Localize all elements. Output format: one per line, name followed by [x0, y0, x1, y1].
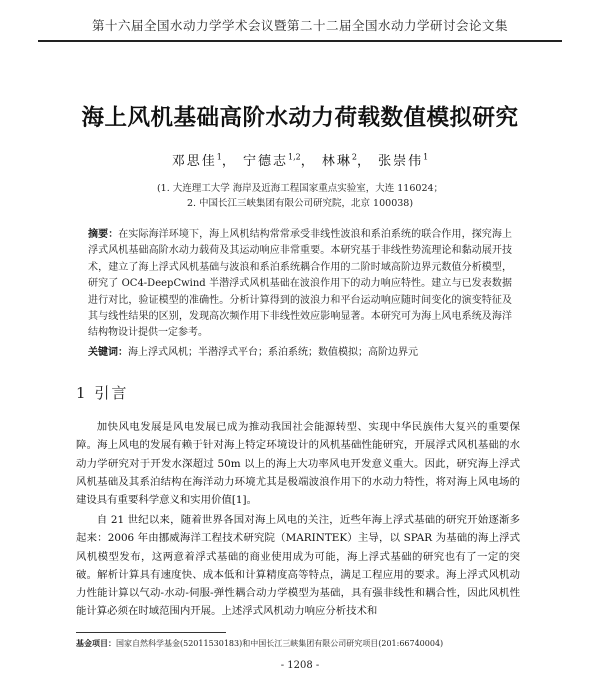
header-divider — [38, 40, 562, 42]
page-number: - 1208 - — [280, 660, 320, 671]
section-number: 1 — [76, 384, 88, 402]
author-list: 邓思佳$^1$， 宁德志$^{1,2}$， 林琳$^2$， 张崇伟$^1$ — [171, 152, 429, 169]
abstract — [88, 227, 512, 342]
author-name: 张崇伟 — [378, 154, 424, 169]
footnote-label: 基金项目： — [76, 639, 116, 648]
abstract-text: 在实际海洋环境下，海上风机结构常常承受非线性波浪和系泊系统的联合作用，探究海上浮式风机基础高阶水动力载荷及其运动响应非常重要。本研究基于非线性势流理论和黏动展开技术，建立了海上浮式风机基础与波浪和系泊系统耦合作用的二阶时域高阶边界元数值分析模型，研究了 OC4-DeepCwind 半潜浮式风机基础在波浪作用下的动力响应特性。建立与已发表数据进行对比，验证模型的准确性。分析计算得到的波浪力和平台运动响应随时间变化的演变特征及其与线性结果的区别，发现高次频作用下非线性效应影响显著。本研究可为海上风电系统及海洋结构物设计提供一定参考。 — [88, 229, 513, 339]
body-paragraph-2 — [76, 511, 520, 621]
paragraph-text: 加快风电发展是风电发展已成为推动我国社会能源转型、实现中华民族伟大复兴的重要保障。海上风电的发展有赖于针对海上特定环境设计的风机基础性能研究，开展浮式风机基础的水动力学研究对于开发水深超过 50m 以上的海上大功率风电开发意义重大。因此，研究海上浮式风机基础及其系泊结构在海洋动力环境尤其是极端波浪作用下的水动力特性，将对海上风电场的建设具有重要科学意义和实用价值[1]。 — [76, 421, 520, 507]
footnote-text: 国家自然科学基金(52011530183)和中国长江三峡集团有限公司研究项目(201:66740004) — [116, 639, 444, 648]
body-paragraph-1 — [76, 418, 520, 509]
abstract-label: 摘要： — [88, 229, 119, 240]
paper-title: 海上风机基础高阶水动力荷载数值模拟研究 — [81, 105, 519, 131]
affiliation-2: 2. 中国长江三峡集团有限公司研究院，北京 100038) — [186, 198, 414, 209]
author-name: 林琳 — [321, 154, 352, 169]
author-name: 宁德志 — [243, 154, 289, 169]
section-title: 引言 — [94, 384, 129, 402]
footnote — [76, 638, 520, 649]
affiliation-1: (1. 大连理工大学 海岸及近海工程国家重点实验室，大连 116024； — [156, 183, 444, 194]
author-affil-mark: 1,2 — [288, 152, 301, 162]
author-affil-mark: 1 — [423, 152, 429, 162]
footnote-divider — [76, 632, 226, 633]
author-affil-mark: 1 — [216, 152, 222, 162]
author-name: 邓思佳 — [171, 154, 217, 169]
keywords — [88, 345, 512, 361]
keywords-label: 关键词： — [88, 347, 128, 358]
author-affil-mark: 2 — [351, 152, 357, 162]
section-heading — [76, 382, 128, 403]
paragraph-text: 自 21 世纪以来，随着世界各国对海上风电的关注，近些年海上浮式基础的研究开始逐渐多起来：2006 年由挪威海洋工程技术研究院（MARINTEK）主导，以 SPAR 为基础的海上浮式风机模型发布，这两意着浮式基础的商业使用成为可能，海上浮式基础的研究也有了一定的突破。解析计算具有速度快、成本低和计算精度高等特点，满足工程应用的要求。海上浮式风机动力性能计算以气动-水动-伺服-弹性耦合动力学模型为基础，具有强非线性和耦合性，因此风机性能计算必须在时域范围内开展。上述浮式风机动力响应分析技术和 — [76, 514, 520, 618]
running-head: 第十六届全国水动力学学术会议暨第二十二届全国水动力学研讨会论文集 — [91, 18, 508, 33]
keywords-text: 海上浮式风机；半潜浮式平台；系泊系统；数值模拟；高阶边界元 — [128, 347, 418, 358]
